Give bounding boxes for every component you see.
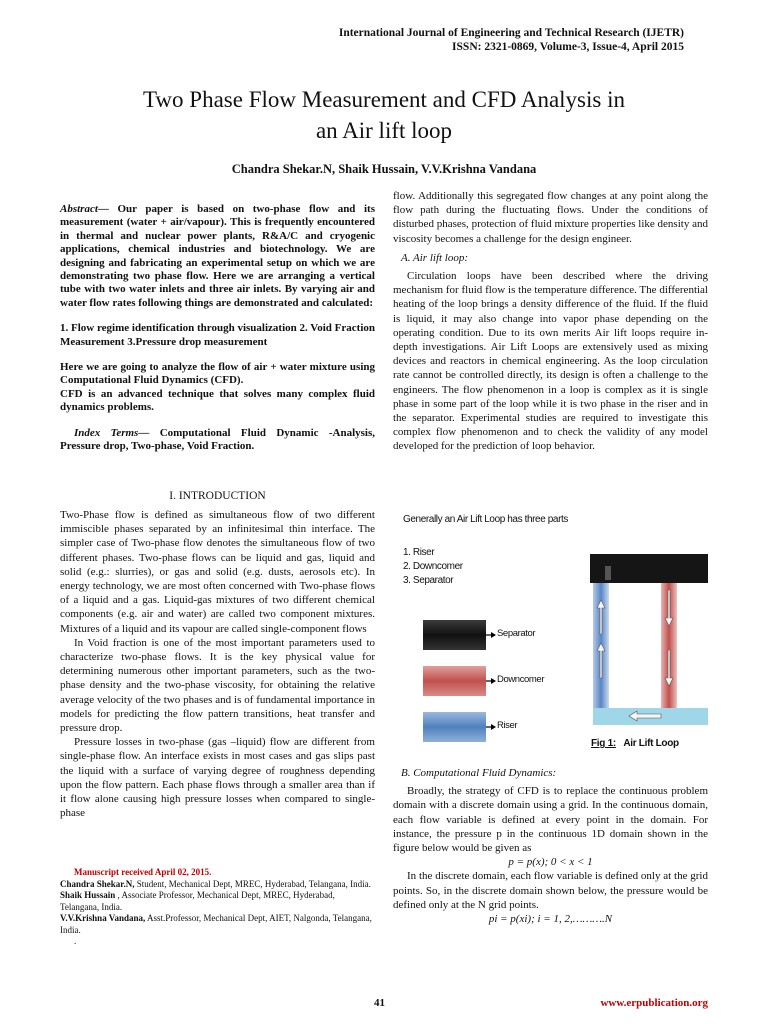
author-list: Chandra Shekar.N, Shaik Hussain, V.V.Krishna Vandana xyxy=(231,162,537,176)
right-column-bottom xyxy=(393,766,708,926)
paper-title xyxy=(60,84,708,146)
abstract-p3: CFD is an advanced technique that solves many complex fluid dynamics problems. xyxy=(60,387,375,414)
figure-caption xyxy=(591,738,679,749)
section-a-text: Circulation loops have been described where the driving mechanism for fluid flow is the temperature difference. The differential heating of the loop brings a density difference of the fluid. If the fluid is liquid, it may also change into vapor phase depending on the operating condition. Due to its own merits Air lift loops require in-depth investigations. Air Lift Loops are extensively used as mixing devices and reactors in chemical engineering. As the loop circulation rate cannot be controlled directly, its design is often a challenge to the engineers. The flow phenomenon in a loop is complex as it is single phase in some part of the loop while it is two phase in the riser and in the separator. Experimental studies are required to investigate this complex flow phenomenon and to check the validity of any model developed for the prediction of loop behavior. xyxy=(393,270,708,453)
separator-outlet xyxy=(605,566,611,580)
figure-caption-text: Air Lift Loop xyxy=(623,738,679,749)
legend-downcomer-label: Downcomer xyxy=(497,674,545,685)
index-terms-label: Index Terms— xyxy=(74,426,150,439)
abstract-text: Our paper is based on two-phase flow and its measurement (water + air/vapour). This is frequently encountered in thermal and nuclear power plants, R&A/C and cryogenic applications, chemical industries and biotechnology. We are designing and fabricating an experimental setup on which we are demonstrating two phase flow. Here we are arranging a vertical tube with two water inlets and three air inlets. By varying air and water flow rates following things are demonstrated and calculated: xyxy=(60,203,375,309)
section-b-text-2: In the discrete domain, each flow variable is defined only at the grid points. So, in the discrete domain shown below, the pressure would be defined only at the N grid points. xyxy=(393,870,708,911)
author1-affil: Student, Mechanical Dept, MREC, Hyderabad, Telangana, India. xyxy=(134,878,371,889)
separator-swatch xyxy=(423,620,486,650)
figure-heading: Generally an Air Lift Loop has three parts xyxy=(403,514,568,525)
figure-caption-label: Fig 1: xyxy=(591,738,616,749)
abstract-list: 1. Flow regime identification through visualization 2. Void Fraction Measurement 3.Pressure drop measurement xyxy=(60,322,375,348)
journal-issn: ISSN: 2321-0869, Volume-3, Issue-4, April 2015 xyxy=(452,41,684,53)
publisher-url[interactable]: www.erpublication.org xyxy=(600,997,708,1009)
author1-name: Chandra Shekar.N, xyxy=(60,878,135,889)
author2-affil: , Associate Professor, Mechanical Dept, MREC, Hyderabad, Telangana, India. xyxy=(60,890,335,912)
section-b-text: Broadly, the strategy of CFD is to replace the continuous problem domain with a discrete domain using a grid. In the continuous domain, each flow variable is defined at every point in the domain. For instance, the pressure p in the continuous 1D domain shown in the figure below would be given as xyxy=(393,785,708,855)
intro-p2: In Void fraction is one of the most important parameters used to characterize two-phase flows. It is the key physical value for determining numerous other important parameters, such as the two-phase density and the two-phase viscosity, for obtaining the relative average velocity of the two phases and is of fundamental importance in models for predicting the flow pattern transitions, heat transfer and pressure drop. xyxy=(60,636,375,735)
legend-separator-label: Separator xyxy=(497,628,536,639)
title-line-1: Two Phase Flow Measurement and CFD Analysis in xyxy=(142,87,625,112)
equation-2: pi = p(xi); i = 1, 2,……….N xyxy=(488,913,613,926)
intro-p3: Pressure losses in two-phase (gas –liquid) flow are different from single-phase flow. An interface exists in most cases and gas slips past the liquid with a surface of varying degree of roughness depending upon the flow pattern. Each phase flows through a smaller area than if it flow alone causing high pressure losses when compared to single-phase xyxy=(60,736,375,820)
journal-name: International Journal of Engineering and Technical Research (IJETR) xyxy=(338,27,684,39)
parts-list-downcomer: 2. Downcomer xyxy=(403,561,463,572)
author3-name: V.V.Krishna Vandana, xyxy=(60,913,146,923)
author3-affil: Asst.Professor, Mechanical Dept, AIET, Nalgonda, Telangana, India. xyxy=(60,913,372,935)
parts-list-riser: 1. Riser xyxy=(403,547,435,558)
author2-name: Shaik Hussain xyxy=(60,890,116,900)
legend-riser-label: Riser xyxy=(497,720,518,731)
air-lift-loop-diagram xyxy=(393,508,708,758)
intro-heading: I. INTRODUCTION xyxy=(169,490,266,502)
abstract-p2: Here we are going to analyze the flow of air + water mixture using Computational Fluid Dynamics (CFD). xyxy=(60,361,375,387)
section-b-heading: B. Computational Fluid Dynamics: xyxy=(401,767,557,779)
abstract-label: Abstract— xyxy=(60,203,109,215)
parts-list-separator: 3. Separator xyxy=(403,575,454,586)
downcomer-swatch xyxy=(423,666,486,696)
footnotes xyxy=(60,867,375,948)
equation-1: p = p(x); 0 < x < 1 xyxy=(508,856,593,869)
page-number: 41 xyxy=(374,997,385,1009)
title-line-2: an Air lift loop xyxy=(315,118,453,143)
right-column-top xyxy=(393,189,708,454)
manuscript-received: Manuscript received April 02, 2015. xyxy=(74,867,212,877)
abstract xyxy=(60,203,375,454)
riser-swatch xyxy=(423,712,486,742)
section-a-heading: A. Air lift loop: xyxy=(401,251,469,264)
index-terms-text: Computational Fluid Dynamic -Analysis, Pressure drop, Two-phase, Void Fraction. xyxy=(60,426,375,453)
journal-header xyxy=(339,26,684,54)
intro-p1: Two-Phase flow is defined as simultaneous flow of two different immiscible phases separated by an infinitesimal thin interface. The simpler case of Two-phase flow denotes the simultaneous flow of two different phases. Two-phase flows can be liquid and gas, liquid and solid (e.g.: slurries), or gas and solid (e.g. dusts, aerosols etc). In energy technology, we are most often concerned with Two-phase flows of a liquid and a gas. Liquid-gas mixtures of two different chemical components (e.g. air and water) are called two component mixtures. Mixtures of a liquid and its vapour are called single-component flows xyxy=(60,509,375,635)
air-lift-loop-figure xyxy=(393,508,708,758)
footnote-dot: . xyxy=(74,936,77,946)
intro-body xyxy=(60,508,375,820)
continuation-text: flow. Additionally this segregated flow changes at any point along the flow path during the fluctuating flows. Under the conditions of disturbed phases, protection of fluid mixture properties like density and viscosity becomes a challenge for the design engineer. xyxy=(393,190,708,245)
